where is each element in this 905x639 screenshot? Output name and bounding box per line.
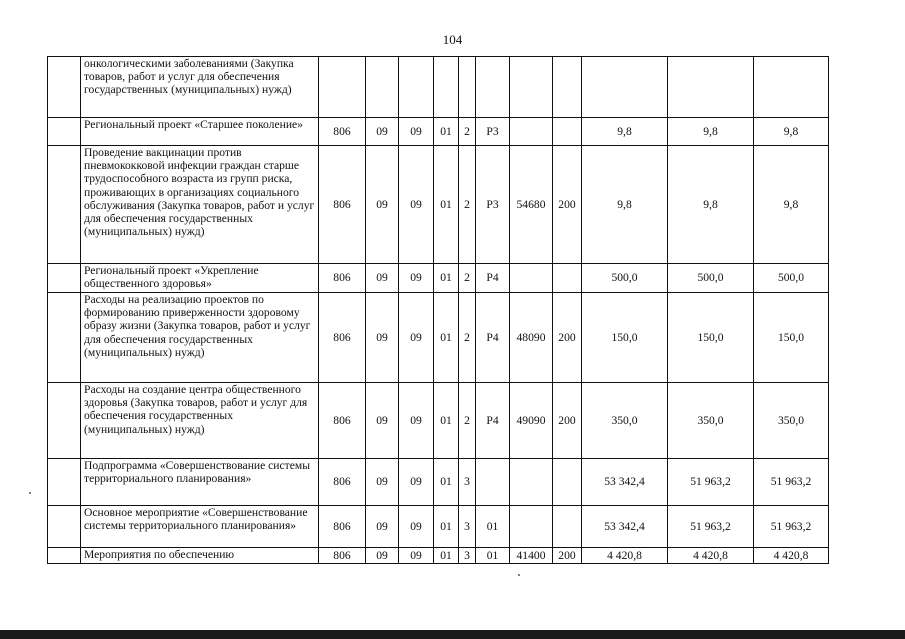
event-code: 01	[476, 548, 510, 564]
empty-cell	[48, 548, 81, 564]
rz-code: 09	[366, 548, 399, 564]
amount-year-2: 350,0	[668, 383, 754, 459]
empty-cell	[48, 383, 81, 459]
subprogram-code: 2	[459, 146, 476, 264]
amount-year-3: 51 963,2	[754, 506, 829, 548]
table-row	[48, 548, 829, 564]
amount-year-3: 9,8	[754, 146, 829, 264]
rz-code: 09	[366, 146, 399, 264]
direction-code	[510, 459, 553, 506]
subprogram-code: 2	[459, 383, 476, 459]
rz-code: 09	[366, 459, 399, 506]
ved-code	[319, 57, 366, 118]
direction-code: 49090	[510, 383, 553, 459]
pr-code: 09	[399, 264, 434, 293]
table-row	[48, 459, 829, 506]
program-code: 01	[434, 459, 459, 506]
rz-code: 09	[366, 383, 399, 459]
direction-code: 48090	[510, 293, 553, 383]
amount-year-1: 500,0	[582, 264, 668, 293]
direction-code: 41400	[510, 548, 553, 564]
direction-code	[510, 118, 553, 146]
empty-cell	[48, 293, 81, 383]
pr-code: 09	[399, 506, 434, 548]
amount-year-3: 500,0	[754, 264, 829, 293]
empty-cell	[48, 146, 81, 264]
table-row	[48, 293, 829, 383]
event-code: 01	[476, 506, 510, 548]
scan-edge-band	[0, 630, 905, 639]
amount-year-1: 4 420,8	[582, 548, 668, 564]
amount-year-1: 150,0	[582, 293, 668, 383]
ved-code: 806	[319, 383, 366, 459]
empty-cell	[48, 57, 81, 118]
direction-code	[510, 506, 553, 548]
program-code: 01	[434, 293, 459, 383]
amount-year-1: 9,8	[582, 118, 668, 146]
pr-code: 09	[399, 293, 434, 383]
budget-table	[47, 56, 829, 564]
ved-code: 806	[319, 459, 366, 506]
expense-type-code: 200	[553, 146, 582, 264]
event-code: Р3	[476, 118, 510, 146]
expense-type-code	[553, 57, 582, 118]
table-row	[48, 118, 829, 146]
subprogram-code: 3	[459, 459, 476, 506]
expense-type-code: 200	[553, 548, 582, 564]
program-code: 01	[434, 118, 459, 146]
amount-year-3: 51 963,2	[754, 459, 829, 506]
subprogram-code: 2	[459, 293, 476, 383]
amount-year-2: 9,8	[668, 118, 754, 146]
amount-year-1: 53 342,4	[582, 506, 668, 548]
rz-code: 09	[366, 118, 399, 146]
row-name: Региональный проект «Старшее поколение»	[81, 118, 319, 146]
scan-speck	[29, 492, 31, 494]
row-name: Региональный проект «Укрепление общественного здоровья»	[81, 264, 319, 293]
amount-year-1: 53 342,4	[582, 459, 668, 506]
direction-code	[510, 57, 553, 118]
amount-year-2: 150,0	[668, 293, 754, 383]
ved-code: 806	[319, 146, 366, 264]
rz-code: 09	[366, 506, 399, 548]
row-name: Расходы на создание центра общественного здоровья (Закупка товаров, работ и услуг для обеспечения государственных (муниципальных) нужд)	[81, 383, 319, 459]
expense-type-code	[553, 459, 582, 506]
subprogram-code: 2	[459, 118, 476, 146]
amount-year-3: 9,8	[754, 118, 829, 146]
amount-year-1: 9,8	[582, 146, 668, 264]
subprogram-code: 3	[459, 548, 476, 564]
amount-year-2: 4 420,8	[668, 548, 754, 564]
rz-code	[366, 57, 399, 118]
pr-code: 09	[399, 146, 434, 264]
subprogram-code: 2	[459, 264, 476, 293]
pr-code: 09	[399, 118, 434, 146]
row-name: Расходы на реализацию проектов по формированию приверженности здоровому образу жизни (Закупка товаров, работ и услуг для обеспечения государственных (муниципальных) нужд)	[81, 293, 319, 383]
empty-cell	[48, 264, 81, 293]
pr-code: 09	[399, 383, 434, 459]
rz-code: 09	[366, 293, 399, 383]
expense-type-code	[553, 506, 582, 548]
empty-cell	[48, 506, 81, 548]
event-code: Р4	[476, 264, 510, 293]
scan-speck	[518, 574, 520, 576]
event-code: Р3	[476, 146, 510, 264]
program-code: 01	[434, 383, 459, 459]
event-code: Р4	[476, 383, 510, 459]
table-row	[48, 146, 829, 264]
row-name: Подпрограмма «Совершенствование системы территориального планирования»	[81, 459, 319, 506]
amount-year-3: 4 420,8	[754, 548, 829, 564]
ved-code: 806	[319, 506, 366, 548]
amount-year-1	[582, 57, 668, 118]
expense-type-code	[553, 118, 582, 146]
direction-code	[510, 264, 553, 293]
program-code: 01	[434, 146, 459, 264]
expense-type-code	[553, 264, 582, 293]
empty-cell	[48, 118, 81, 146]
amount-year-2: 51 963,2	[668, 459, 754, 506]
expense-type-code: 200	[553, 383, 582, 459]
amount-year-2: 500,0	[668, 264, 754, 293]
amount-year-2: 51 963,2	[668, 506, 754, 548]
row-name: Мероприятия по обеспечению	[81, 548, 319, 564]
expense-type-code: 200	[553, 293, 582, 383]
ved-code: 806	[319, 548, 366, 564]
empty-cell	[48, 459, 81, 506]
amount-year-3	[754, 57, 829, 118]
event-code	[476, 57, 510, 118]
table-row	[48, 57, 829, 118]
row-name: Основное мероприятие «Совершенствование системы территориального планирования»	[81, 506, 319, 548]
amount-year-1: 350,0	[582, 383, 668, 459]
page-number: 104	[442, 32, 463, 47]
program-code: 01	[434, 548, 459, 564]
amount-year-2: 9,8	[668, 146, 754, 264]
row-name: Проведение вакцинации против пневмококковой инфекции граждан старше трудоспособного возраста из групп риска, проживающих в организациях социального обслуживания (Закупка товаров, работ и услуг для обеспечения государственных (муниципальных) нужд)	[81, 146, 319, 264]
subprogram-code	[459, 57, 476, 118]
amount-year-3: 350,0	[754, 383, 829, 459]
pr-code	[399, 57, 434, 118]
table-row	[48, 264, 829, 293]
event-code: Р4	[476, 293, 510, 383]
event-code	[476, 459, 510, 506]
program-code: 01	[434, 506, 459, 548]
rz-code: 09	[366, 264, 399, 293]
subprogram-code: 3	[459, 506, 476, 548]
program-code: 01	[434, 264, 459, 293]
ved-code: 806	[319, 293, 366, 383]
ved-code: 806	[319, 264, 366, 293]
ved-code: 806	[319, 118, 366, 146]
table-row	[48, 383, 829, 459]
program-code	[434, 57, 459, 118]
direction-code: 54680	[510, 146, 553, 264]
amount-year-3: 150,0	[754, 293, 829, 383]
pr-code: 09	[399, 459, 434, 506]
amount-year-2	[668, 57, 754, 118]
row-name: онкологическими заболеваниями (Закупка товаров, работ и услуг для обеспечения государственных (муниципальных) нужд)	[81, 57, 319, 118]
table-row	[48, 506, 829, 548]
pr-code: 09	[399, 548, 434, 564]
